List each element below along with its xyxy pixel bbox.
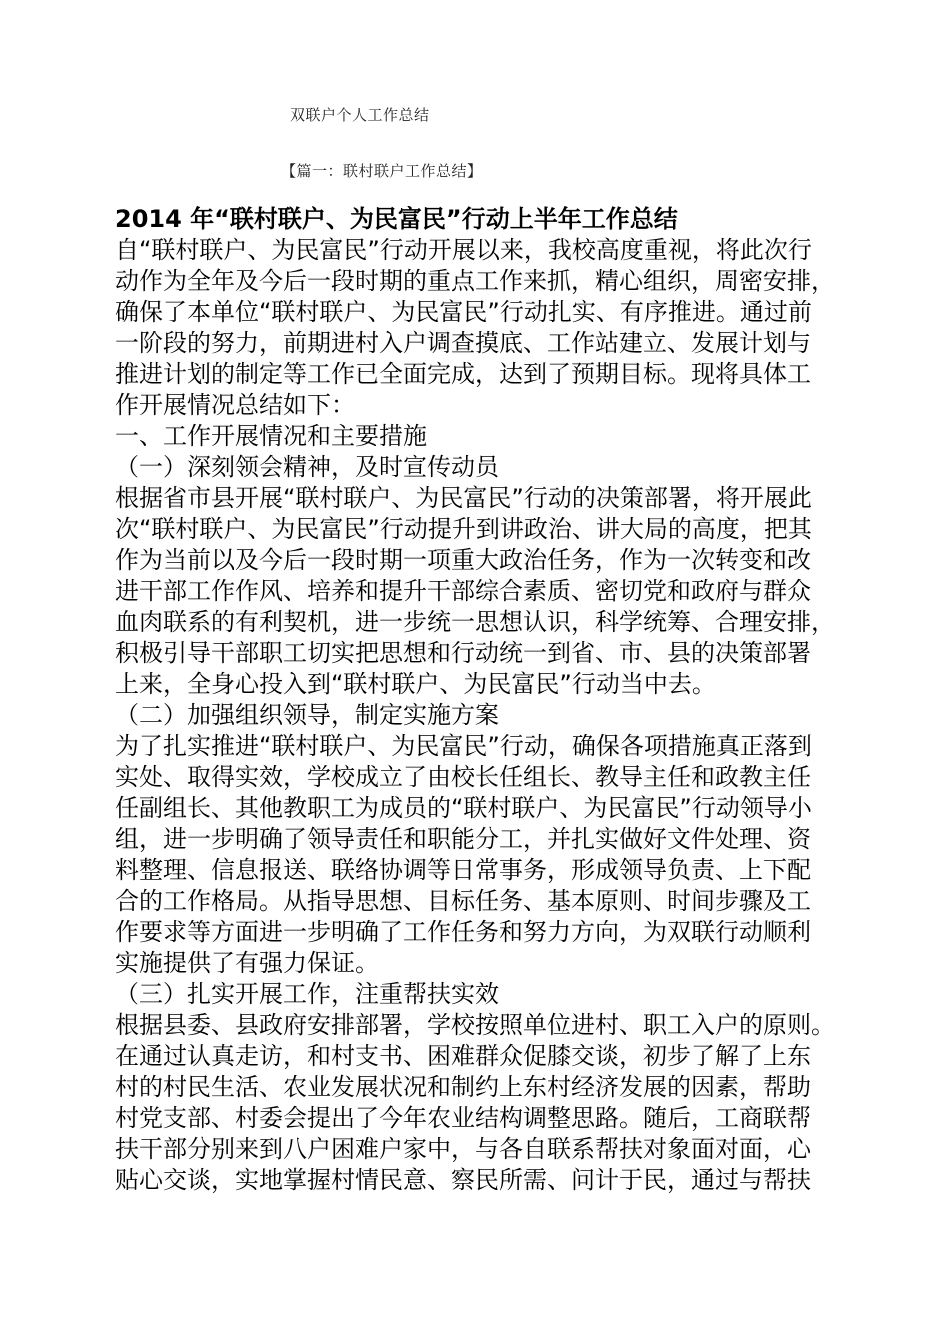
body-line: 进干部工作作风、培养和提升干部综合素质、密切党和政府与群众 [115, 577, 811, 605]
body-line: 推进计划的制定等工作已全面完成，达到了预期目标。现将具体工 [115, 360, 811, 388]
body-line: 合的工作格局。从指导思想、目标任务、基本原则、时间步骤及工 [115, 887, 811, 915]
body-line: 一阶段的努力，前期进村入户调查摸底、工作站建立、发展计划与 [115, 329, 811, 357]
body-line: 上来，全身心投入到“联村联户、为民富民”行动当中去。 [115, 670, 716, 698]
body-line: 村党支部、村委会提出了今年农业结构调整思路。随后，工商联帮 [115, 1104, 811, 1132]
body-line: 作为当前以及今后一段时期一项重大政治任务，作为一次转变和改 [115, 546, 811, 574]
body-line: 作要求等方面进一步明确了工作任务和努力方向，为双联行动顺利 [115, 918, 811, 946]
body-line-title: 2014 年“联村联户、为民富民”行动上半年工作总结 [115, 205, 678, 233]
subsection-heading: （二）加强组织领导，制定实施方案 [115, 701, 499, 729]
body-line: 作开展情况总结如下： [115, 391, 355, 419]
document-body [115, 204, 855, 1196]
body-line: 根据省市县开展“联村联户、为民富民”行动的决策部署，将开展此 [115, 484, 812, 512]
body-line: 实处、取得实效，学校成立了由校长任组长、教导主任和政教主任 [115, 763, 811, 791]
subsection-heading: （三）扎实开展工作，注重帮扶实效 [115, 980, 499, 1008]
body-line: 在通过认真走访，和村支书、困难群众促膝交谈，初步了解了上东 [115, 1042, 811, 1070]
body-line: 村的村民生活、农业发展状况和制约上东村经济发展的因素，帮助 [115, 1073, 811, 1101]
body-line: 料整理、信息报送、联络协调等日常事务，形成领导负责、上下配 [115, 856, 811, 884]
body-line: 扶干部分别来到八户困难户家中，与各自联系帮扶对象面对面，心 [115, 1135, 811, 1163]
section-heading: 一、工作开展情况和主要措施 [115, 422, 427, 450]
document-title: 双联户个人工作总结 [290, 106, 430, 124]
body-line: 任副组长、其他教职工为成员的“联村联户、为民富民”行动领导小 [115, 794, 812, 822]
body-line: 自“联村联户、为民富民”行动开展以来，我校高度重视，将此次行 [115, 236, 812, 264]
body-line: 实施提供了有强力保证。 [115, 949, 379, 977]
body-line: 动作为全年及今后一段时期的重点工作来抓，精心组织，周密安排， [115, 267, 835, 295]
body-line: 积极引导干部职工切实把思想和行动统一到省、市、县的决策部署 [115, 639, 811, 667]
body-line: 为了扎实推进“联村联户、为民富民”行动，确保各项措施真正落到 [115, 732, 812, 760]
body-line: 根据县委、县政府安排部署，学校按照单位进村、职工入户的原则。 [115, 1011, 835, 1039]
body-line: 次“联村联户、为民富民”行动提升到讲政治、讲大局的高度，把其 [115, 515, 812, 543]
subsection-heading: （一）深刻领会精神，及时宣传动员 [115, 453, 499, 481]
body-line: 贴心交谈，实地掌握村情民意、察民所需、问计于民，通过与帮扶 [115, 1166, 811, 1194]
section-label: 【篇一：联村联户工作总结】 [281, 162, 483, 180]
body-line: 血肉联系的有利契机，进一步统一思想认识，科学统筹、合理安排， [115, 608, 835, 636]
body-line: 确保了本单位“联村联户、为民富民”行动扎实、有序推进。通过前 [115, 298, 812, 326]
body-line: 组，进一步明确了领导责任和职能分工，并扎实做好文件处理、资 [115, 825, 811, 853]
